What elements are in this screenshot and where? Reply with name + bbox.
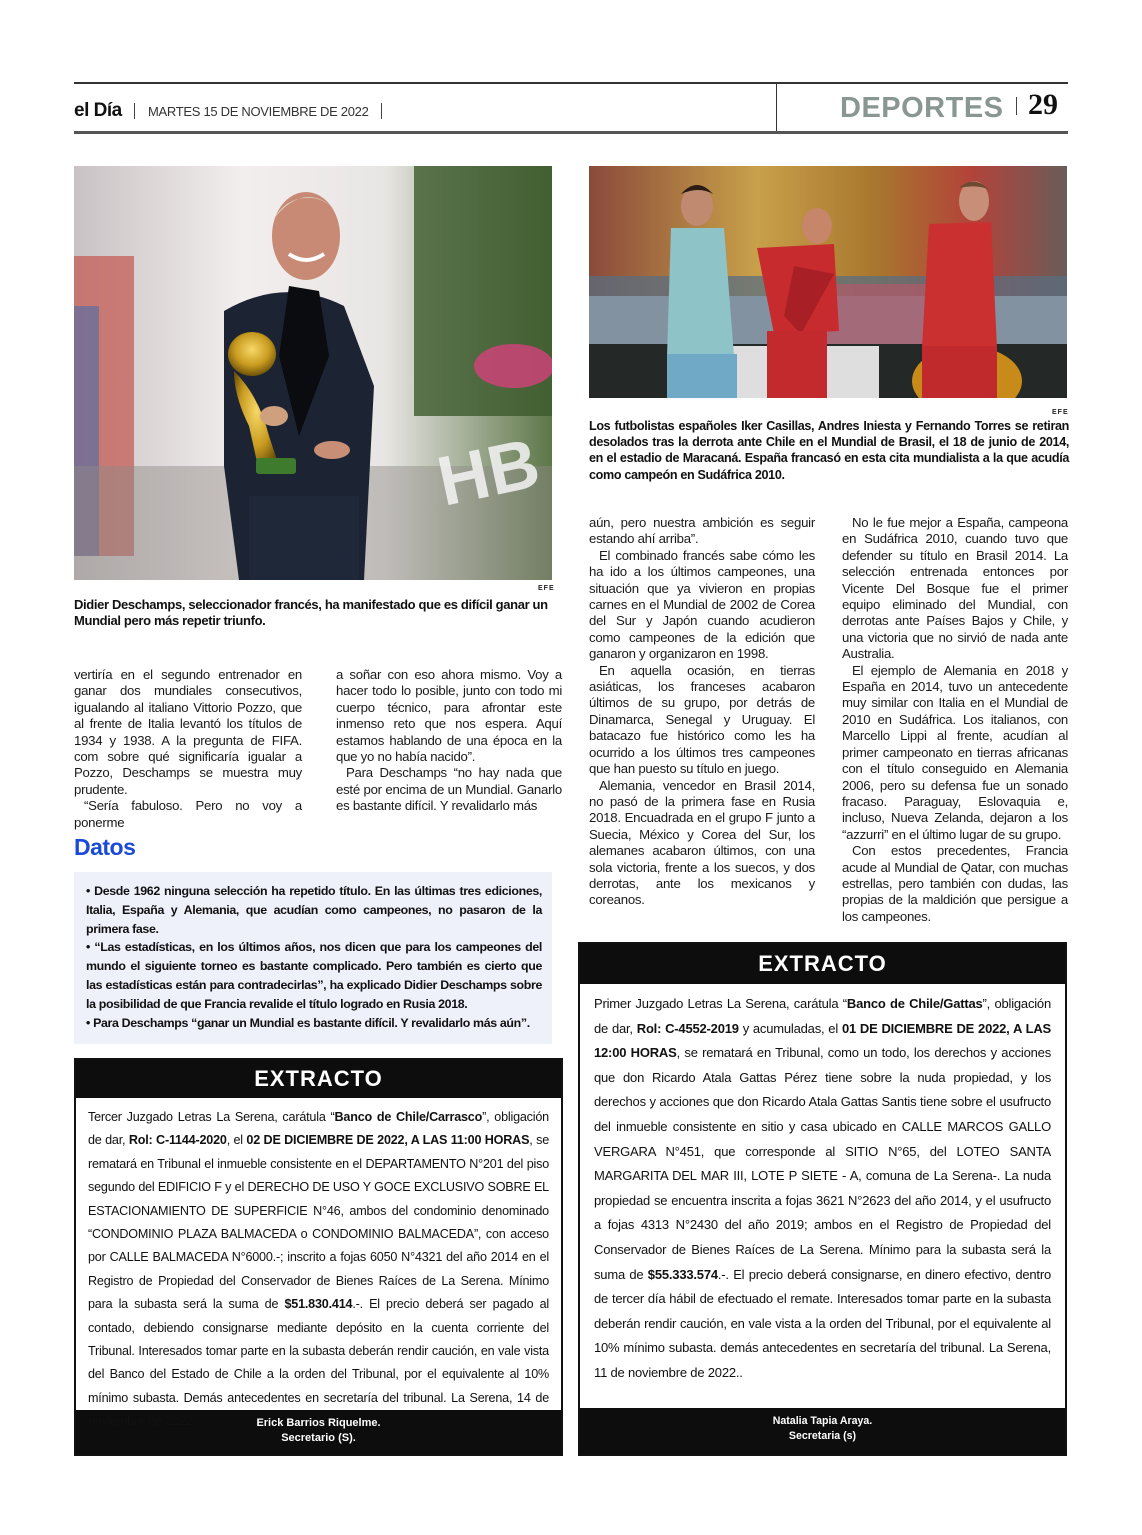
header-top-rule xyxy=(74,82,1068,84)
article-paragraph: aún, pero nuestra ambición es seguir estando ahí arriba”. xyxy=(589,515,815,547)
datos-item: • “Las estadísticas, en los últimos años, nos dicen que para los campeones del mundo el siguiente torneo es bastante complicado. Pero también es cierto que las estadísticas están para contradecirlas”, ha explicado Didier Deschamps sobre la posibilidad de que Francia revalide el título logrado en Rusia 2018. xyxy=(86,940,542,1011)
extracto-signature xyxy=(580,1408,1065,1454)
extracto-bold-text: Rol: C-1144-2020 xyxy=(128,1133,227,1148)
extracto-bold-text: 02 DE DICIEMBRE DE 2022, A LAS 11:00 HORAS xyxy=(246,1133,530,1148)
page-number: 29 xyxy=(1028,88,1058,121)
extracto-bold-text: Rol: C-4552-2019 xyxy=(636,1020,739,1036)
spain-players-photo-illustration xyxy=(589,166,1067,398)
article-paragraph: En aquella ocasión, en tierras asiáticas, los franceses acabaron últimos de su grupo, por detrás de Dinamarca, Senegal y Uruguay. El batacazo fue histórico como les ha ocurrido a los últimos tres campeones que han puesto su título en juego. xyxy=(589,662,815,777)
header-separator xyxy=(1016,97,1017,115)
article-paragraph: a soñar con eso ahora mismo. Voy a hacer todo lo posible, junto con todo mi cuerpo técnico, para afrontar este inmenso reto que nos espera. Aquí estamos hablando de una época en la que yo no había nacido”. xyxy=(336,667,562,765)
article-paragraph: Con estos precedentes, Francia acude al Mundial de Qatar, con muchas estrellas, pero también con dudas, las propias de la maldición que persigue a los campeones. xyxy=(842,843,1068,924)
extracto-bold-text: Banco de Chile/Gattas xyxy=(846,996,983,1011)
article-paragraph: No le fue mejor a España, campeona en Sudáfrica 2010, cuando tuvo que defender su título en Brasil 2014. La selección entrenada entonces por Vicente Del Bosque fue el primer equipo eliminado del Mundial, con derrotas ante Países Bajos y Chile, y una victoria que no sirvió de nada ante Australia. xyxy=(842,515,1068,662)
svg-text:HB: HB xyxy=(430,423,547,521)
extracto-text: , el xyxy=(226,1133,247,1148)
photo-spain-players xyxy=(589,166,1067,398)
photo-caption: Didier Deschamps, seleccionador francés, ha manifestado que es difícil ganar un Mundial pero más repetir triunfo. xyxy=(74,597,548,628)
article-paragraph: Para Deschamps “no hay nada que esté por encima de un Mundial. Ganarlo es bastante difícil. Y revalidarlo más xyxy=(336,765,562,814)
extracto-bold-text: $51.830.414 xyxy=(284,1297,353,1312)
extracto-bold-text: $55.333.574 xyxy=(647,1266,718,1282)
signer-role: Secretaria (s) xyxy=(788,1430,857,1442)
newspaper-logo: el Día xyxy=(74,100,122,121)
extracto-text: ”, obligación de dar, xyxy=(88,1110,549,1148)
header-separator xyxy=(381,103,382,119)
extracto-bold-text: 01 DE DICIEMBRE DE 2022, A LAS 12:00 HORAS xyxy=(594,1020,1051,1061)
article-paragraph: Alemania, vencedor en Brasil 2014, no pasó de la primera fase en Rusia 2018. Encuadrada en el grupo F junto a Suecia, México y Corea del Sur, los alemanes acabaron últimos, con una sola victoria, frente a los suecos, y dos derrotas, ante los mexicanos y coreanos. xyxy=(589,777,815,908)
extracto-notice-right xyxy=(578,942,1067,1456)
article-paragraph: vertiría en el segundo entrenador en ganar dos mundiales consecutivos, igualando al italiano Vittorio Pozzo, que al frente de Italia levantó los títulos de 1934 y 1938. A la pregunta de FIFA. com sobre qué significaría igualar a Pozzo, Deschamps se muestra muy prudente. xyxy=(74,667,302,797)
datos-heading: Datos xyxy=(74,834,136,860)
header-bottom-rule xyxy=(74,131,1068,134)
extracto-text: , se rematará en Tribunal el inmueble consistente en el DEPARTAMENTO N°201 del piso segundo del EDIFICIO F y el DERECHO DE USO Y GOCE EXCLUSIVO SOBRE EL ESTACIONAMIENTO DE SUPERFICIE N°46, ambos del condominio denominado “CONDOMINIO PLAZA BALMACEDA o CONDOMINIO BALMACEDA”, con acceso por CALLE BALMACEDA N°6000.-; inscrito a fojas 6050 N°4321 del año 2014 en el Registro de Propiedad del Conservador de Bienes Raíces de La Serena. Mínimo para la subasta será la suma de xyxy=(88,1133,549,1312)
signer-name: Erick Barrios Riquelme. xyxy=(256,1417,381,1429)
extracto-notice-left xyxy=(74,1058,563,1456)
article-column-1 xyxy=(74,667,302,831)
article-paragraph: “Sería fabuloso. Pero no voy a ponerme xyxy=(74,798,302,830)
photo-credit: EFE xyxy=(1052,409,1069,416)
extracto-text: y acumuladas, el xyxy=(738,1020,842,1036)
extracto-text: ”, obligación de dar, xyxy=(594,996,1051,1036)
extracto-text: , se rematará en Tribunal, como un todo, los derechos y acciones que don Ricardo Atala Gattas Pérez tiene sobre la nuda propiedad, y los derechos y acciones que don Ricardo Atala Gattas Santis tiene sobre el usufructo del inmueble consistente en sitio y casa ubicado en CALLE MARCOS GALLO VERGARA N°451, que corresponde al SITIO N°65, del LOTEO SANTA MARGARITA DEL MAR III, LOTE P SIETE - A, comuna de La Serena-. La nuda propiedad se encuentra inscrita a fojas 3621 N°2623 del año 2014, y el usufructo a fojas 4313 N°2430 del año 2019; ambos en el Registro de Propiedad del Conservador de Bienes Raíces de La Serena. Mínimo para la subasta será la suma de xyxy=(594,1045,1052,1282)
datos-item: • Para Deschamps “ganar un Mundial es bastante difícil. Y revalidarlo más aún”. xyxy=(86,1015,530,1030)
extracto-text: Primer Juzgado Letras La Serena, carátula “ xyxy=(594,996,847,1011)
header-separator xyxy=(134,103,135,119)
header-divider xyxy=(776,84,777,131)
article-paragraph: El combinado francés sabe cómo les ha ido a los últimos campeones, una situación que ya vivieron en propias carnes en el Mundial de 2002 de Corea del Sur y Japón cuando acudieron como campeones de la edición que ganaron y organizaron en 1998. xyxy=(589,547,815,662)
issue-date: MARTES 15 DE NOVIEMBRE DE 2022 xyxy=(148,104,369,119)
deschamps-photo-illustration xyxy=(74,166,552,580)
article-column-2 xyxy=(336,667,562,815)
photo-caption: Los futbolistas españoles Iker Casillas, Andres Iniesta y Fernando Torres se retiran desolados tras la derrota ante Chile en el Mundial de Brasil, el 18 de junio de 2014, en el estadio de Maracaná. España francasó en esta cita mundialista a la que acudía como campeón en Sudáfrica 2010. xyxy=(589,419,1069,482)
extracto-title: EXTRACTO xyxy=(580,944,1065,984)
datos-box xyxy=(74,872,552,1044)
signer-name: Natalia Tapia Araya. xyxy=(772,1415,873,1427)
extracto-body xyxy=(580,984,1065,1408)
article-column-4 xyxy=(842,515,1068,925)
extracto-title: EXTRACTO xyxy=(76,1060,561,1098)
photo-deschamps xyxy=(74,166,552,580)
extracto-text: .-. El precio deberá consignarse, en dinero efectivo, dentro de tercer día hábil de efectuado el remate. Interesados tomar parte en la subasta deberán rendir caución, en vale vista a la orden del Tribunal, por el equivalente al 10% mínimo subasta. demás antecedentes en secretaría del tribunal. La Serena, 11 de noviembre de 2022.. xyxy=(594,1266,1052,1380)
signer-role: Secretario (S). xyxy=(281,1432,356,1444)
photo-credit: EFE xyxy=(538,585,555,592)
extracto-text: .-. El precio deberá ser pagado al contado, debiendo consignarse mediante depósito en la cuenta corriente del Tribunal. Interesados tomar parte en la subasta deberán rendir caución, en vale vista del Banco del Estado de Chile a la orden del Tribunal, por el equivalente al 10% mínimo subasta. Demás antecedentes en secretaría del tribunal. La Serena, 14 de noviembre de 2022. xyxy=(88,1297,549,1429)
extracto-bold-text: Banco de Chile/Carrasco xyxy=(334,1110,483,1124)
section-title: DEPORTES xyxy=(840,92,1004,124)
datos-item: • Desde 1962 ninguna selección ha repetido título. En las últimas tres ediciones, Italia, España y Alemania, que acudían como campeones, no pasaron de la primera fase. xyxy=(86,884,542,936)
extracto-text: Tercer Juzgado Letras La Serena, carátula “ xyxy=(88,1110,335,1124)
article-paragraph: El ejemplo de Alemania en 2018 y España en 2014, tuvo un antecedente muy similar con Italia en el Mundial de 2010 en Sudáfrica. Los italianos, con Marcello Lippi al frente, acudían al primer campeonato en tierras africanas con el título conseguido en Alemania 2006, pero su defensa fue un sonado fracaso. Paraguay, Eslovaquia e, incluso, Nueva Zelanda, dejaron a los “azzurri” en el último lugar de su grupo. xyxy=(842,662,1068,842)
article-column-3 xyxy=(589,515,815,909)
